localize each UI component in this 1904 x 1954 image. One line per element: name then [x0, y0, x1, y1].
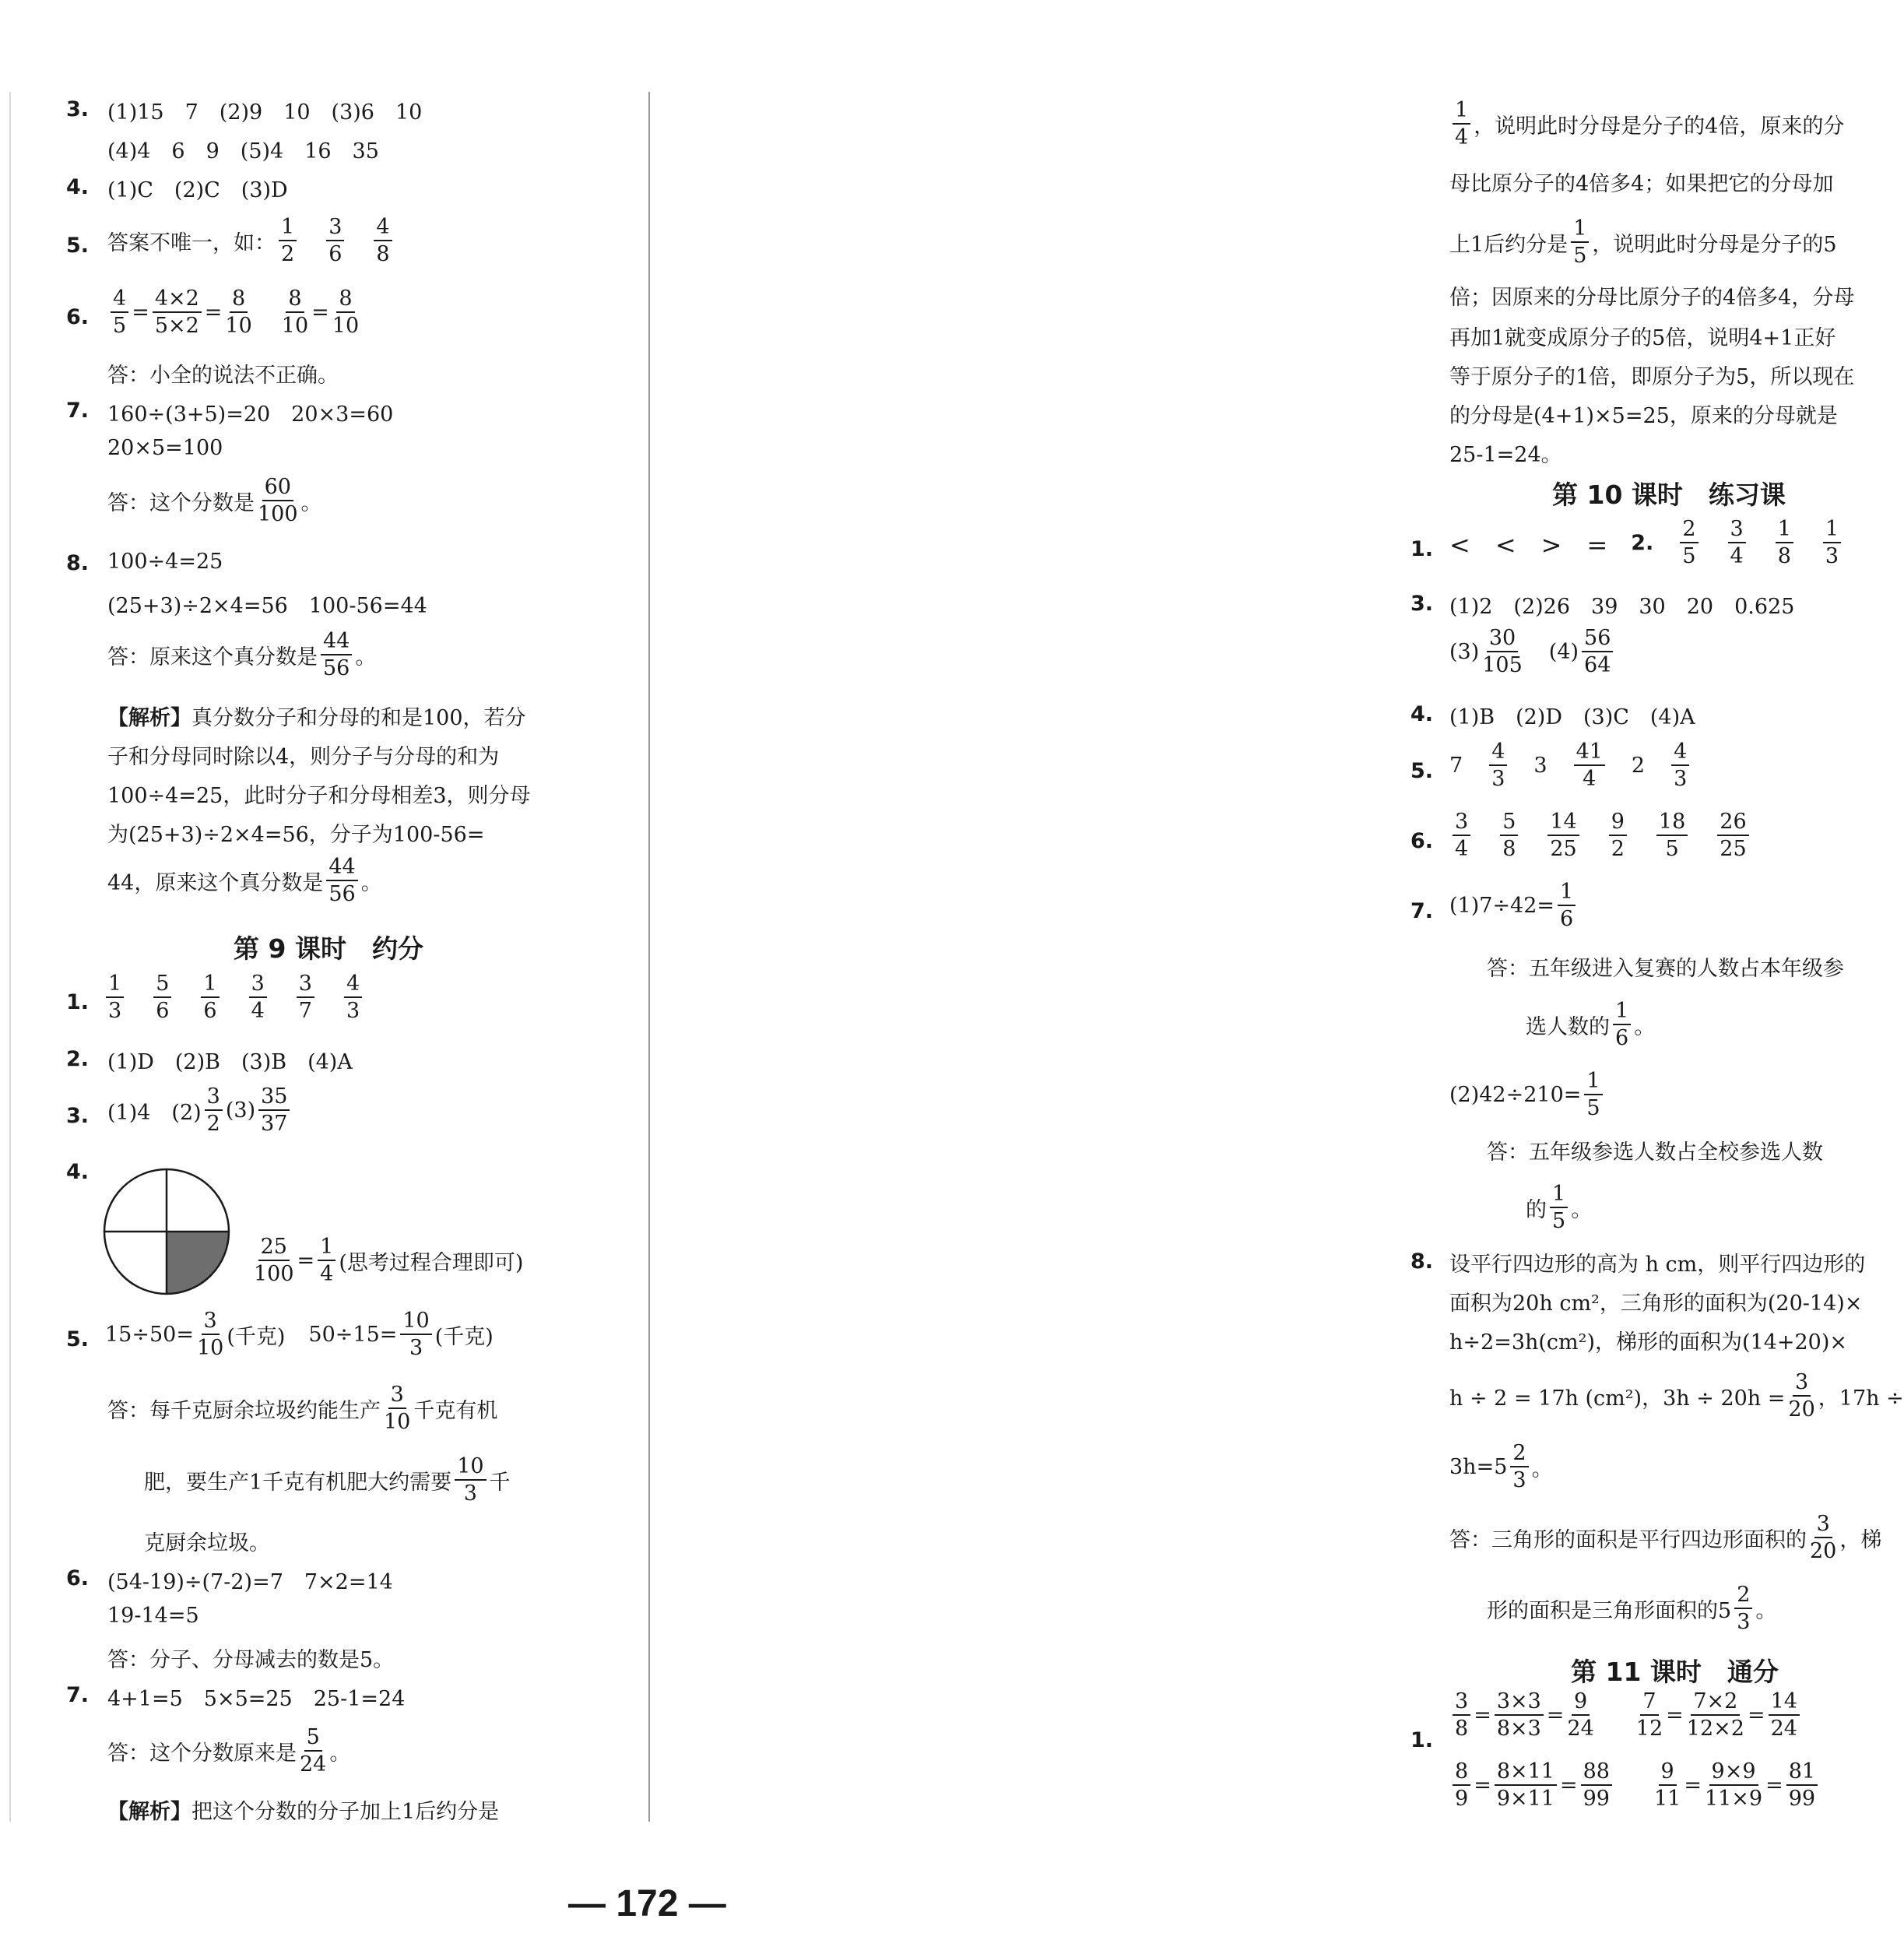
- fraction: 2 5: [1680, 518, 1698, 568]
- answer-line: 答：这个分数原来是 5 24 。: [107, 1725, 351, 1777]
- answer-line: 肥，要生产1千克有机肥大约需要 10 3 千: [144, 1454, 511, 1506]
- column-divider: [648, 92, 650, 1822]
- fraction: 4 3: [344, 973, 362, 1023]
- answer-line: 3h=5 2 3 。: [1449, 1441, 1553, 1493]
- fraction: 41 4: [1574, 741, 1605, 791]
- analysis-line: 子和分母同时除以4，则分子与分母的和为: [107, 745, 500, 769]
- fraction: 8 10: [225, 286, 252, 339]
- answer-line: (1)B (2)D (3)C (4)A: [1449, 705, 1695, 729]
- answer-line: 15÷50= $\frac{3}{10}$ (千克) 50÷15= $\frac{10}{3}$ (千克): [105, 1309, 494, 1361]
- fraction: 7 12: [1635, 1689, 1663, 1741]
- question-number: 1.: [1410, 1728, 1434, 1752]
- question-number: 2.: [1631, 531, 1654, 556]
- answer-line: [107, 216, 395, 266]
- answer-line: 选人数的 1 6 。: [1526, 999, 1656, 1051]
- answer-line: 160÷(3+5)=20 20×3=60: [107, 402, 394, 427]
- answer-line: 设平行四边形的高为 h cm，则平行四边形的: [1449, 1253, 1866, 1277]
- question-number: 1.: [66, 990, 90, 1014]
- fraction: $\frac{1}{5}$: [1584, 1070, 1602, 1120]
- fraction: 3 7: [297, 973, 314, 1023]
- analysis-line: 上1后约分是 1 5 ，说明此时分母是分子的5: [1449, 216, 1837, 269]
- answer-line: (3) 30 105 (4) 56 64: [1449, 627, 1616, 677]
- answer-line: [103, 973, 365, 1023]
- question-number: 7.: [66, 399, 90, 423]
- answer-line: (1)C (2)C (3)D: [107, 178, 288, 202]
- fraction: 3 8: [1453, 1691, 1470, 1741]
- fraction: 9 2: [1609, 811, 1627, 861]
- answer-line: 8 9 = 8×11 9×11 = 88 99 9 11 = 9×9 11×9 = 81 99: [1449, 1761, 1821, 1811]
- fraction: 9 24: [1567, 1689, 1594, 1741]
- answer-line: (2)42÷210= $\frac{1}{5}$: [1449, 1070, 1606, 1120]
- fraction: 3 6: [326, 216, 344, 266]
- question-number: 3.: [1410, 592, 1434, 616]
- fraction: 30 105: [1482, 626, 1523, 678]
- fraction: 3 4: [1453, 811, 1470, 861]
- answer-line: 克厨余垃圾。: [144, 1531, 270, 1555]
- analysis-line: 44，原来这个真分数是 44 56 。: [107, 855, 382, 907]
- answer-line: h÷2=3h(cm²)，梯形的面积为(14+20)×: [1449, 1330, 1848, 1355]
- analysis-line: 再加1就变成原分子的5倍，说明4+1正好: [1449, 326, 1836, 350]
- answer-text: 答：小全的说法不正确。: [107, 364, 339, 388]
- analysis-line: 【解析】 把这个分数的分子加上1后约分是: [107, 1794, 499, 1825]
- answer-text: 答：五年级参选人数占全校参选人数: [1487, 1140, 1823, 1165]
- fraction: 1 4: [318, 1236, 335, 1286]
- analysis-tag: 【解析】: [107, 1800, 191, 1824]
- answer-line: 19-14=5: [107, 1604, 199, 1628]
- fraction: 56 64: [1582, 627, 1613, 677]
- fraction: 3 10: [384, 1383, 411, 1435]
- fraction: $\frac{10}{3}$: [400, 1310, 431, 1360]
- fraction: 81 99: [1786, 1761, 1818, 1811]
- question-number: 7.: [66, 1683, 90, 1707]
- analysis-tag: 【解析】: [107, 706, 191, 730]
- fraction: 1 5: [1571, 218, 1589, 268]
- question-number: 8.: [66, 551, 90, 575]
- analysis-line: 为(25+3)÷2×4=56，分子为100-56=: [107, 823, 485, 847]
- fraction: 44 56: [321, 631, 352, 680]
- answer-line: 答：三角形的面积是平行四边形面积的 3 20 ，梯: [1449, 1512, 1882, 1564]
- answer-text: 答：五年级进入复赛的人数占本年级参: [1487, 957, 1844, 981]
- answer-line: 面积为20h cm²，三角形的面积为(20-14)×: [1449, 1292, 1863, 1316]
- answer-line: (1)15 7 (2)9 10 (3)6 10: [107, 100, 423, 125]
- question-number: 6.: [66, 1566, 90, 1590]
- answer-text: 答：分子、分母减去的数是5。: [107, 1648, 395, 1672]
- question-number: 1.: [1410, 537, 1434, 561]
- question-number: 8.: [1410, 1249, 1434, 1274]
- answer-line: 4 5 = 4×2 5×2 = 8 10 8 10 = 8 10: [107, 288, 362, 338]
- answer-text: 答案不唯一，如：: [107, 231, 276, 256]
- fraction: 3 4: [249, 973, 267, 1023]
- fraction: 4 3: [1489, 741, 1507, 791]
- fraction: 8×11 9×11: [1495, 1761, 1557, 1811]
- fraction: 4 3: [1671, 741, 1689, 791]
- fraction: 1 5: [1550, 1183, 1568, 1233]
- question-number: 4.: [66, 1160, 90, 1184]
- analysis-line: 倍；因原来的分母比原分子的4倍多4，分母: [1449, 286, 1855, 310]
- fraction: 8 10: [332, 286, 360, 339]
- answer-line: 答：每千克厨余垃圾约能生产 3 10 千克有机: [107, 1383, 498, 1435]
- answer-line: (54-19)÷(7-2)=7 7×2=14: [107, 1570, 393, 1594]
- page-number: — 172 —: [568, 1883, 726, 1924]
- fraction: 8 9: [1453, 1761, 1470, 1811]
- question-number: 3.: [66, 97, 90, 121]
- answer-line: (1)4 (2) 3 2 (3) 35 37: [107, 1086, 293, 1136]
- fraction: 4 8: [374, 216, 392, 266]
- answer-line: 的 1 5 。: [1526, 1182, 1593, 1234]
- fraction: $\frac{1}{6}$: [1558, 881, 1576, 931]
- fraction: 10 3: [455, 1456, 486, 1506]
- fraction: 14 24: [1769, 1691, 1800, 1741]
- fraction: 7×2 12×2: [1686, 1689, 1744, 1741]
- answer-line: 100÷4=25: [107, 550, 223, 574]
- analysis-line: 100÷4=25，此时分子和分母相差3，则分母: [107, 784, 531, 808]
- fraction: 1 8: [1776, 518, 1793, 568]
- fraction: 1 3: [106, 973, 124, 1023]
- question-number: 3.: [66, 1104, 90, 1128]
- analysis-line: 母比原分子的4倍多4；如果把它的分母加: [1449, 172, 1834, 196]
- section-heading: 第 10 课时 练习课: [1552, 480, 1786, 510]
- question-number: 4.: [66, 175, 90, 199]
- answer-line: 20×5=100: [107, 436, 223, 460]
- answer-line: 答：原来这个真分数是 44 56 。: [107, 629, 377, 681]
- fraction: 5 6: [153, 973, 171, 1023]
- analysis-line: 【解析】 真分数分子和分母的和是100，若分: [107, 701, 526, 731]
- fraction: 1 6: [201, 973, 219, 1023]
- answer-line: h ÷ 2 = 17h (cm²)，3h ÷ 20h = $\frac{3}{20}$ ，17h ÷: [1449, 1370, 1904, 1422]
- fraction: 60 100: [258, 475, 298, 527]
- answer-line: < < > = 2. 2 5 3 4 1 8 1 3: [1449, 518, 1844, 568]
- fraction: 14 25: [1547, 811, 1579, 861]
- fraction: 9 11: [1653, 1759, 1681, 1812]
- answer-line: 答：这个分数是 60 100 。: [107, 475, 322, 527]
- fraction: 4 5: [111, 288, 128, 338]
- fraction: 2 3: [1510, 1443, 1528, 1492]
- answer-line: 25 100 = 1 4 (思考过程合理即可): [254, 1235, 524, 1287]
- fraction: 44 56: [326, 856, 357, 906]
- question-number: 5.: [66, 1327, 90, 1351]
- fraction: 8 10: [281, 286, 309, 339]
- fraction: 2 3: [1734, 1584, 1752, 1634]
- analysis-line: 25-1=24。: [1449, 443, 1562, 467]
- answer-line: (1)D (2)B (3)B (4)A: [107, 1050, 353, 1074]
- quartered-circle-diagram: [103, 1168, 230, 1295]
- question-number: 4.: [1410, 702, 1434, 726]
- answer-line: (1)2 (2)26 39 30 20 0.625: [1449, 595, 1795, 619]
- answer-line: 形的面积是三角形面积的5 2 3 。: [1487, 1583, 1777, 1635]
- question-number: 5.: [66, 234, 90, 258]
- fraction: 88 99: [1581, 1761, 1612, 1811]
- fraction: 1 2: [279, 216, 297, 266]
- question-number: 5.: [1410, 759, 1434, 783]
- fraction: 1 4: [1453, 100, 1470, 149]
- answer-line: 3 8 = 3×3 8×3 = 9 24 7 12 = 7×2 12×2 = 14 24: [1449, 1691, 1803, 1741]
- analysis-line: 等于原分子的1倍，即原分子为5，所以现在: [1449, 365, 1855, 389]
- answer-line: (25+3)÷2×4=56 100-56=44: [107, 594, 427, 618]
- fraction: $\frac{3}{20}$: [1788, 1370, 1815, 1422]
- question-number: 2.: [66, 1047, 90, 1071]
- fraction: 4×2 5×2: [153, 288, 202, 338]
- fraction: 3 20: [1810, 1512, 1837, 1564]
- answer-line: 7 4 3 3 41 4 2 4 3: [1449, 741, 1692, 791]
- fraction: 1 3: [1823, 518, 1841, 568]
- answer-line: 4+1=5 5×5=25 25-1=24: [107, 1687, 406, 1711]
- fraction: 5 8: [1500, 811, 1518, 861]
- answer-line: (4)4 6 9 (5)4 16 35: [107, 139, 379, 163]
- fraction: 5 24: [300, 1725, 327, 1777]
- left-margin-rule: [9, 92, 11, 1822]
- fraction: 3 2: [205, 1086, 223, 1136]
- section-heading: 第 11 课时 通分: [1571, 1657, 1779, 1687]
- fraction: 1 6: [1613, 1000, 1631, 1050]
- fraction: 18 5: [1656, 811, 1688, 861]
- answer-line: (1)7÷42= $\frac{1}{6}$: [1449, 881, 1579, 931]
- answer-line: [1449, 811, 1752, 861]
- section-heading: 第 9 课时 约分: [234, 933, 423, 964]
- question-number: 6.: [1410, 829, 1434, 853]
- fraction: 9×9 11×9: [1704, 1759, 1763, 1812]
- fraction: 3×3 8×3: [1495, 1691, 1544, 1741]
- question-number: 7.: [1410, 899, 1434, 923]
- question-number: 6.: [66, 305, 90, 329]
- fraction: 26 25: [1717, 811, 1748, 861]
- fraction: $\frac{3}{10}$: [196, 1309, 224, 1361]
- analysis-line: 1 4 ，说明此时分母是分子的4倍，原来的分: [1449, 100, 1844, 149]
- fraction: 3 4: [1728, 518, 1746, 568]
- fraction: 25 100: [254, 1235, 294, 1287]
- fraction: 35 37: [258, 1086, 290, 1136]
- analysis-line: 的分母是(4+1)×5=25，原来的分母就是: [1449, 404, 1838, 428]
